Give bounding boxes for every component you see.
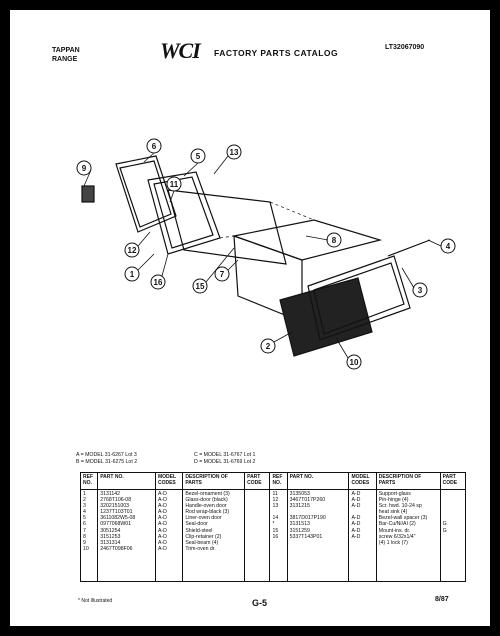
header-model-2: MODEL CODES: [349, 473, 376, 490]
cell-model: A-D: [157, 491, 167, 497]
cell-part: 3131314: [100, 539, 121, 546]
col-desc-2: [376, 490, 440, 582]
cell-part: [290, 540, 347, 546]
clip-part: [82, 186, 94, 202]
header-code: PART CODE: [245, 473, 270, 490]
callout-5: 5: [195, 152, 201, 161]
callout-4: 4: [445, 242, 451, 251]
cell-ref: 2: [83, 497, 86, 504]
cell-desc: screw 6/32x1/4": [378, 533, 416, 540]
insulation-panel: [168, 190, 286, 264]
cell-desc: (4) 1 lock (7): [378, 539, 408, 546]
col-part: [98, 490, 156, 582]
cell-desc: Seal-beam (4): [185, 539, 219, 546]
cell-part: 3135053: [289, 491, 310, 497]
cell-model: A-D: [351, 503, 361, 510]
cell-model: A-D: [351, 521, 361, 528]
cell-part: 3467T017P260: [289, 497, 326, 504]
cell-code: G: [442, 521, 447, 528]
callout-10: 10: [349, 358, 359, 367]
cell-model: A-D: [157, 497, 167, 504]
wci-logo: WCI: [160, 38, 200, 63]
callout-6: 6: [151, 142, 157, 151]
cell-desc: Trim-oven dr.: [185, 545, 216, 552]
page-code: G-5: [252, 598, 268, 608]
handle-rod: [388, 240, 430, 256]
model-legend-right: C = MODEL 31-6767 Lot 1: [194, 452, 256, 458]
cell-model: [351, 540, 373, 546]
cell-desc: Bar-Cu/Ni/AI (2): [378, 521, 416, 528]
cell-part: 3151253: [100, 533, 121, 540]
cell-part: 3051254: [100, 527, 121, 534]
cell-model: A-D: [351, 533, 361, 540]
catalog-logo: [160, 38, 390, 64]
cell-desc: heat sink (4): [378, 509, 408, 516]
cell-model: A-D: [351, 497, 361, 504]
cell-ref: 10: [83, 545, 89, 552]
model-legend-row: [76, 452, 255, 459]
cell-desc: Liner-oven door: [185, 515, 222, 522]
model-legend-left: A = MODEL 31-6267 Lot 3: [76, 452, 137, 458]
callout-11: 11: [169, 180, 179, 189]
cell-model: A-D: [157, 539, 167, 546]
callout-9: 9: [81, 164, 87, 173]
cell-model: A-D: [157, 545, 167, 552]
parts-table: [80, 472, 466, 582]
doc-number: LT32067090: [385, 44, 425, 51]
header-desc-2: DESCRIPTION OF PARTS: [376, 473, 440, 490]
cell-code: [443, 540, 463, 546]
col-model: [155, 490, 182, 582]
callout-7: 7: [219, 270, 225, 279]
cell-ref: 14: [272, 515, 279, 522]
cell-part: 3202151003: [100, 503, 130, 510]
col-part-2: [287, 490, 349, 582]
cell-part: 3131513: [289, 521, 310, 528]
callout-1: 1: [129, 270, 135, 279]
cell-desc: Glass-door (black): [185, 497, 228, 504]
model-legend-right: D = MODEL 31-6769 Lot 2: [194, 459, 256, 465]
cell-part: 1237T103T01: [100, 509, 133, 516]
model-legend-left: B = MODEL 31-6275 Lot 2: [76, 459, 138, 465]
cell-part: 2768T106-08: [100, 497, 132, 504]
cell-ref: *: [272, 521, 275, 528]
parts-table-body: [81, 490, 466, 582]
col-desc: [183, 490, 245, 582]
cell-desc: Handle-oven door: [185, 503, 227, 510]
callout-13: 13: [229, 148, 239, 157]
cell-desc: Rod wrap-black (3): [185, 509, 230, 516]
door-glass: [280, 278, 372, 356]
brand-name: TAPPAN: [52, 47, 80, 54]
cell-ref: 9: [83, 539, 86, 546]
cell-model: A-D: [351, 491, 361, 497]
cell-model: A-D: [157, 527, 167, 534]
cell-ref: 16: [272, 533, 279, 540]
callout-15: 15: [195, 282, 205, 291]
cell-ref: 1: [83, 491, 86, 497]
cell-desc: Clip-retainer (2): [185, 533, 222, 540]
cell-model: A-D: [157, 503, 167, 510]
parts-catalog-page: [10, 10, 490, 626]
door-gasket-frame: [116, 156, 176, 232]
cell-ref: 5: [83, 515, 86, 522]
col-ref: [81, 490, 98, 582]
header-ref-2: REF NO.: [270, 473, 287, 490]
cell-ref: [272, 540, 284, 546]
cell-model: A-D: [157, 521, 167, 528]
cell-code: G: [442, 527, 447, 534]
cell-desc: Mount-ins. dr.: [378, 527, 411, 534]
cell-part: 2467T098F06: [100, 545, 133, 552]
brand-block: [52, 46, 80, 64]
callout-3: 3: [417, 286, 423, 295]
cell-model: A-D: [351, 527, 361, 534]
cell-ref: 15: [272, 527, 279, 534]
cell-ref: 12: [272, 497, 279, 504]
model-legend: [76, 452, 255, 466]
catalog-title: FACTORY PARTS CATALOG: [214, 48, 339, 58]
callout-8: 8: [331, 236, 337, 245]
cell-part: 3131215: [289, 503, 310, 510]
cell-ref: 6: [83, 521, 86, 528]
oven-door-liner: [148, 172, 220, 254]
cell-desc: Bezel-wall spacer (3): [378, 515, 428, 522]
callout-16: 16: [153, 278, 163, 287]
cell-part: 0977068W01: [100, 521, 132, 528]
header-desc: DESCRIPTION OF PARTS: [183, 473, 245, 490]
cell-desc: Seal-door: [185, 521, 208, 528]
product-name: RANGE: [52, 56, 78, 63]
cell-desc: Pin-hinge (4): [378, 497, 409, 504]
cell-model: A-D: [351, 515, 361, 522]
catalog-date: 8/87: [435, 596, 449, 603]
cell-desc: Support-glass: [378, 491, 411, 497]
cell-ref: 3: [83, 503, 86, 510]
header-ref: REF NO.: [81, 473, 98, 490]
col-model-2: [349, 490, 376, 582]
cell-model: A-D: [157, 515, 167, 522]
col-ref-2: [270, 490, 287, 582]
cell-part: 3131142: [100, 491, 121, 497]
cell-part: 3817D017P190: [289, 515, 326, 522]
cell-desc: Shield-steel: [185, 527, 213, 534]
cell-model: A-D: [157, 533, 167, 540]
callout-2: 2: [265, 342, 271, 351]
cell-ref: 13: [272, 503, 279, 510]
callout-12: 12: [127, 246, 137, 255]
cell-ref: 7: [83, 527, 86, 534]
header-code-2: PART CODE: [440, 473, 465, 490]
cell-part: 3611082W5-08: [100, 515, 136, 522]
cell-ref: 11: [272, 491, 278, 497]
cell-ref: 8: [83, 533, 86, 540]
model-legend-row: [76, 459, 255, 466]
cell-desc: Bezel-ornament (3): [185, 491, 230, 497]
cell-part: 3151259: [289, 527, 310, 534]
parts-table-header: [81, 473, 466, 490]
cell-desc: Scr. hwd. 10-24 sp: [378, 503, 422, 510]
cell-part: 5337T143P01: [289, 533, 323, 540]
cell-ref: 4: [83, 509, 86, 516]
inner-door-panel: [234, 220, 380, 260]
col-code-2: [440, 490, 465, 582]
header-model: MODEL CODES: [155, 473, 182, 490]
header-part: PART NO.: [98, 473, 156, 490]
cell-model: A-D: [157, 509, 167, 516]
header-part-2: PART NO.: [287, 473, 349, 490]
footnote: * Not Illustrated: [78, 598, 113, 604]
oven-door-exploded-diagram: [58, 136, 478, 386]
col-code: [245, 490, 270, 582]
